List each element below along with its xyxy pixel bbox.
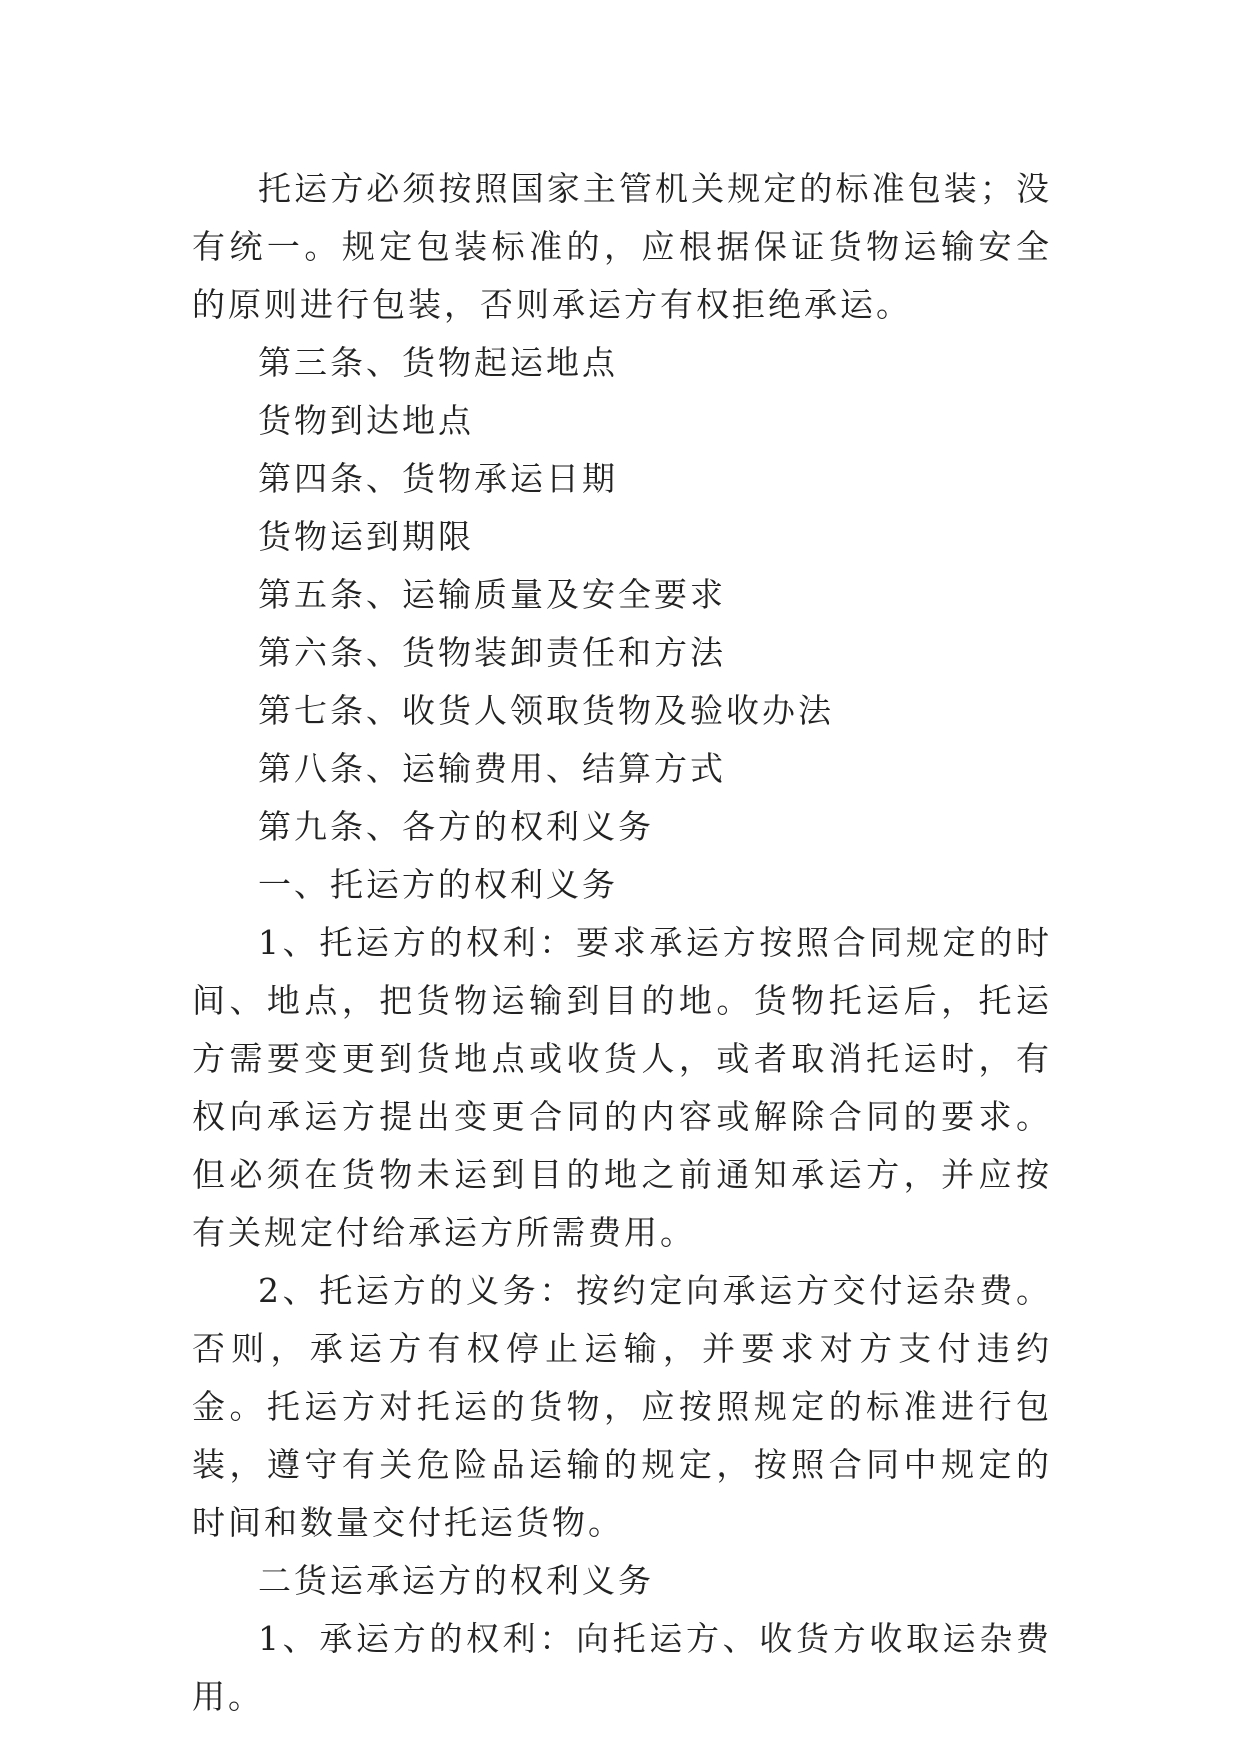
paragraph-shipper-rights: 1、托运方的权利：要求承运方按照合同规定的时间、地点，把货物运输到目的地。货物托运后，托运方需要变更到货地点或收货人，或者取消托运时，有权向承运方提出变更合同的内容或解除合同的要求。但必须在货物未运到目的地之前通知承运方，并应按有关规定付给承运方所需费用。 [192, 923, 1052, 1252]
paragraph-article-7-receipt: 第七条、收货人领取货物及验收办法 [258, 691, 834, 730]
paragraph-article-3-origin: 第三条、货物起运地点 [258, 343, 618, 382]
paragraph-article-4-date: 第四条、货物承运日期 [258, 459, 618, 498]
paragraph-carrier-rights: 1、承运方的权利：向托运方、收货方收取运杂费用。 [192, 1619, 1052, 1716]
paragraph-article-9-rights: 第九条、各方的权利义务 [258, 807, 654, 846]
paragraph-delivery-deadline: 货物运到期限 [258, 517, 474, 556]
paragraph-shipper-heading: 一、托运方的权利义务 [258, 865, 618, 904]
paragraph-article-6-loading: 第六条、货物装卸责任和方法 [258, 633, 726, 672]
paragraph-shipper-duties: 2、托运方的义务：按约定向承运方交付运杂费。否则，承运方有权停止运输，并要求对方支付违约金。托运方对托运的货物，应按照规定的标准进行包装，遵守有关危险品运输的规定，按照合同中规定的时间和数量交付托运货物。 [192, 1271, 1052, 1542]
paragraph-packaging: 托运方必须按照国家主管机关规定的标准包装；没有统一。规定包装标准的，应根据保证货物运输安全的原则进行包装，否则承运方有权拒绝承运。 [192, 169, 1052, 324]
paragraph-article-8-fees: 第八条、运输费用、结算方式 [258, 749, 726, 788]
paragraph-carrier-heading: 二货运承运方的权利义务 [258, 1561, 654, 1600]
paragraph-destination: 货物到达地点 [258, 401, 474, 440]
document-body [192, 160, 1052, 1726]
paragraph-article-5-quality: 第五条、运输质量及安全要求 [258, 575, 726, 614]
